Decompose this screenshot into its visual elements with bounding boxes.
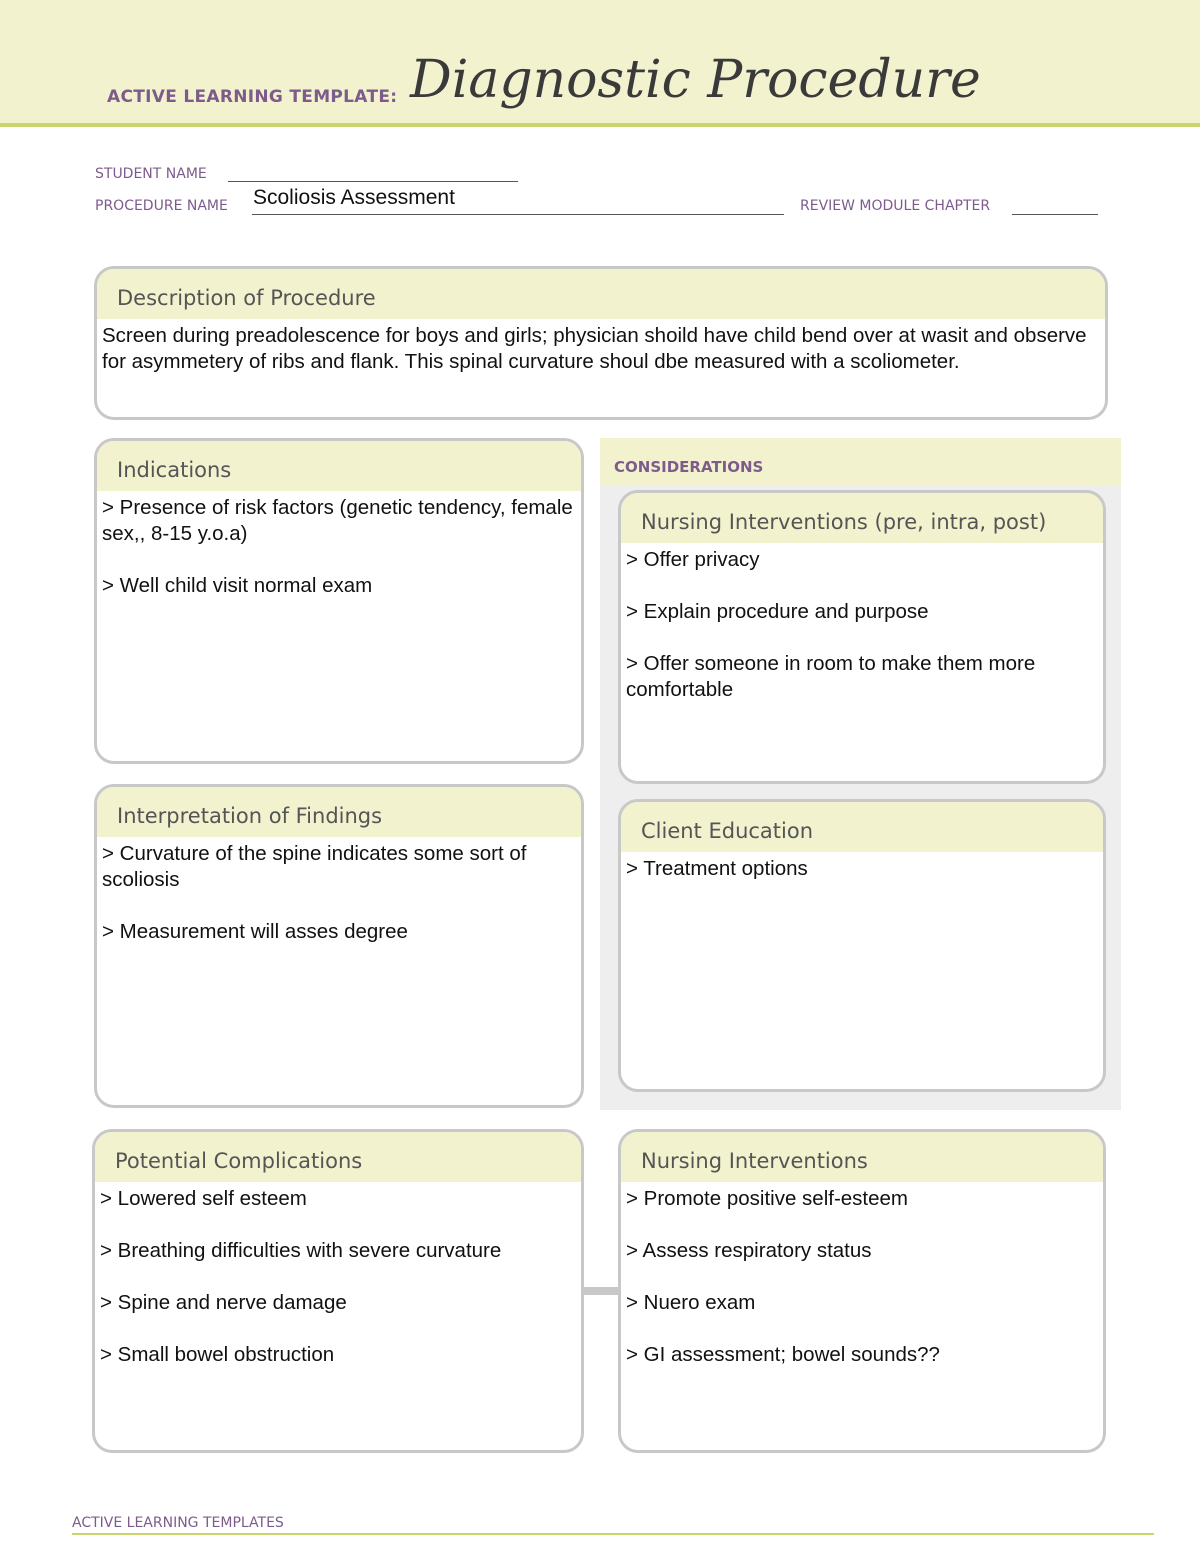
list-item: > Promote positive self-esteem xyxy=(626,1187,908,1210)
list-item: > Explain procedure and purpose xyxy=(626,600,929,623)
connector-bar xyxy=(582,1287,622,1295)
indications-box xyxy=(94,438,584,764)
review-module-field[interactable] xyxy=(1012,198,1098,215)
list-item: > Treatment options xyxy=(626,857,808,880)
nursing-interventions-title: Nursing Interventions xyxy=(621,1132,1103,1182)
client-education-box xyxy=(618,799,1106,1092)
procedure-name-value: Scoliosis Assessment xyxy=(253,186,455,209)
student-name-label: STUDENT NAME xyxy=(95,166,207,182)
list-item: > Presence of risk factors (genetic tendency, female sex,, 8-15 y.o.a) xyxy=(102,496,573,545)
list-item: > Curvature of the spine indicates some sort of scoliosis xyxy=(102,842,527,891)
header-rule xyxy=(0,123,1200,127)
interpretation-title: Interpretation of Findings xyxy=(97,787,581,837)
complications-title: Potential Complications xyxy=(95,1132,581,1182)
list-item: > GI assessment; bowel sounds?? xyxy=(626,1343,940,1366)
list-item: > Assess respiratory status xyxy=(626,1239,872,1262)
client-education-title: Client Education xyxy=(621,802,1103,852)
description-text: Screen during preadolescence for boys and girls; physician shoild have child bend over at wasit and observe for asymmetery of ribs and flank. This spinal curvature shoul dbe measured with a scoliometer. xyxy=(102,324,1087,373)
list-item: > Spine and nerve damage xyxy=(100,1291,347,1314)
description-title: Description of Procedure xyxy=(97,269,1105,319)
footer-rule xyxy=(72,1533,1154,1535)
nursing-interventions-prepost-box xyxy=(618,490,1106,784)
indications-title: Indications xyxy=(97,441,581,491)
list-item: > Nuero exam xyxy=(626,1291,756,1314)
review-module-label: REVIEW MODULE CHAPTER xyxy=(800,198,991,214)
list-item: > Small bowel obstruction xyxy=(100,1343,335,1366)
nursing-interventions-prepost-title: Nursing Interventions (pre, intra, post) xyxy=(621,493,1103,543)
list-item: > Offer someone in room to make them more comfortable xyxy=(626,652,1036,701)
list-item: > Offer privacy xyxy=(626,548,760,571)
nursing-interventions-box xyxy=(618,1129,1106,1453)
complications-box xyxy=(92,1129,584,1453)
template-title: Diagnostic Procedure xyxy=(410,50,981,110)
considerations-label: CONSIDERATIONS xyxy=(614,458,764,476)
description-box xyxy=(94,266,1108,420)
list-item: > Breathing difficulties with severe curvature xyxy=(100,1239,502,1262)
interpretation-box xyxy=(94,784,584,1108)
template-label: ACTIVE LEARNING TEMPLATE: xyxy=(107,87,398,107)
procedure-name-label: PROCEDURE NAME xyxy=(95,198,228,214)
list-item: > Measurement will asses degree xyxy=(102,920,408,943)
student-name-field[interactable] xyxy=(228,166,518,182)
list-item: > Lowered self esteem xyxy=(100,1187,307,1210)
list-item: > Well child visit normal exam xyxy=(102,574,373,597)
footer-label: ACTIVE LEARNING TEMPLATES xyxy=(72,1515,284,1531)
